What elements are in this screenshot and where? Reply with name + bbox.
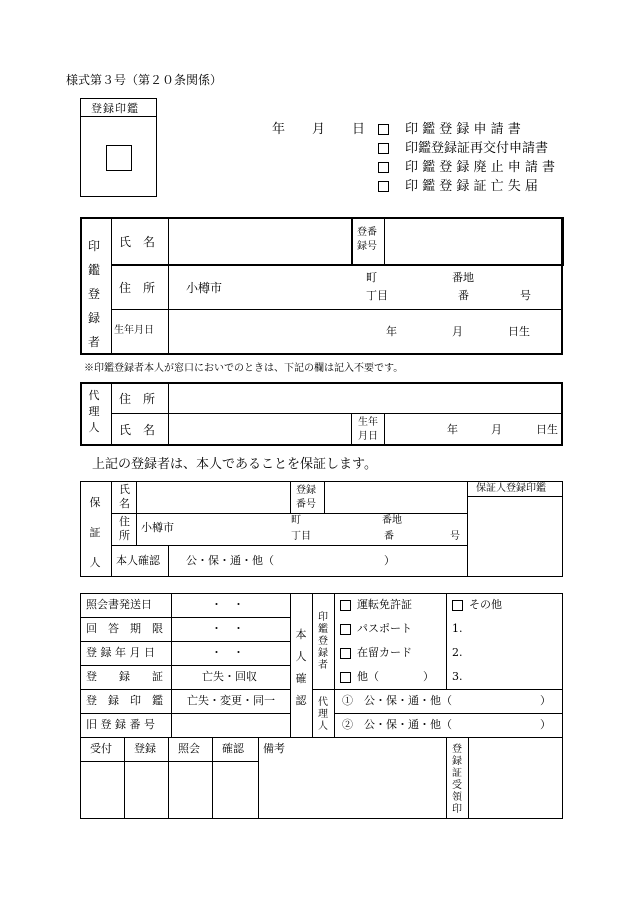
office-row-label: 照会書発送日 — [86, 598, 152, 611]
stamp-cell-registration[interactable] — [126, 763, 166, 817]
office-row-value[interactable]: ・ ・ — [211, 598, 244, 611]
office-row-value[interactable]: ・ ・ — [211, 622, 244, 635]
agent-address-field[interactable] — [170, 384, 560, 412]
guarantor-city: 小樽市 — [141, 521, 174, 534]
remarks-label: 備考 — [263, 742, 285, 755]
registrant-dob-birth: 日生 — [508, 325, 530, 338]
stamp-header-registration: 登録 — [134, 742, 156, 755]
registrant-banchi: 番地 — [452, 271, 474, 284]
guarantor-reg-no-label: 登録 番号 — [296, 485, 316, 510]
agent-name-field[interactable] — [170, 415, 349, 443]
guarantor-banchi: 番地 — [382, 515, 402, 526]
id-doc-other-line[interactable]: 1. — [452, 622, 463, 635]
stamp-cell-reception[interactable] — [82, 763, 122, 817]
guarantor-chome: 丁目 — [291, 531, 311, 542]
registrant-name-field[interactable] — [170, 220, 348, 262]
agent-address-label: 住 所 — [119, 392, 156, 406]
stamp-header-inquiry: 照会 — [178, 742, 200, 755]
agent-dob-month: 月 — [491, 423, 502, 436]
form-type-option[interactable]: 印 鑑 登 録 廃 止 申 請 書 — [378, 161, 555, 174]
agent-side-label: 代 理 人 — [88, 389, 100, 434]
agent-dob-day: 日生 — [536, 423, 558, 436]
registrant-address-field[interactable] — [170, 267, 560, 307]
registrant-dob-field[interactable] — [170, 312, 560, 352]
registrant-name-label: 氏 名 — [119, 235, 156, 249]
notice-text: ※印鑑登録者本人が窓口においでのときは、下記の欄は記入不要です。 — [84, 363, 404, 374]
agent-check-label: 代 理 人 — [318, 697, 328, 732]
stamp-cell-inquiry[interactable] — [170, 763, 210, 817]
office-row-label: 登 録 印 鑑 — [86, 694, 163, 707]
guarantor-name-label: 氏 名 — [119, 483, 130, 510]
id-doc-other-line[interactable]: 3. — [452, 670, 463, 683]
checkbox-icon[interactable] — [378, 181, 389, 192]
guarantor-id-check-label: 本人確認 — [116, 554, 160, 567]
form-type-option[interactable]: 印 鑑 登 録 申 請 書 — [378, 123, 521, 136]
id-doc-option[interactable]: 運転免許証 — [340, 599, 412, 611]
receipt-seal-field[interactable] — [470, 739, 561, 817]
id-doc-other-option[interactable]: その他 — [452, 599, 502, 611]
checkbox-icon[interactable] — [340, 624, 351, 635]
registrant-go: 号 — [520, 289, 531, 302]
guarantor-id-check-options[interactable]: 公・保・通・他（ ） — [186, 554, 395, 567]
registrant-check-label: 印 鑑 登 録 者 — [318, 612, 328, 671]
office-row-label: 回 答 期 限 — [86, 622, 163, 635]
remarks-field[interactable] — [260, 757, 444, 817]
form-type-option[interactable]: 印鑑登録証再交付申請書 — [378, 142, 548, 155]
office-row-label: 旧 登 録 番 号 — [86, 718, 155, 731]
guarantor-reg-no-field[interactable] — [326, 483, 465, 511]
office-row-value[interactable]: 亡失・変更・同一 — [187, 694, 275, 707]
guarantor-seal-label: 保証人登録印鑑 — [476, 483, 546, 494]
registrant-city: 小樽市 — [186, 281, 223, 295]
seal-placeholder — [106, 145, 132, 171]
guarantor-seal-field[interactable] — [469, 498, 561, 575]
receipt-seal-label: 登 録 証 受 領 印 — [452, 744, 462, 815]
agent-dob-label: 生年 月日 — [358, 417, 378, 442]
guarantor-ban: 番 — [384, 531, 394, 542]
form-type-option[interactable]: 印 鑑 登 録 証 亡 失 届 — [378, 180, 538, 193]
guarantor-address-label: 住 所 — [119, 515, 130, 542]
checkbox-icon[interactable] — [378, 143, 389, 154]
checkbox-icon[interactable] — [340, 672, 351, 683]
id-doc-option[interactable]: パスポート — [340, 623, 412, 635]
guarantor-town: 町 — [291, 515, 301, 526]
identity-check-label: 本 人 確 認 — [295, 628, 307, 707]
office-row-value[interactable]: 亡失・回収 — [202, 670, 257, 683]
checkbox-icon[interactable] — [378, 124, 389, 135]
agent-dob-year: 年 — [447, 423, 458, 436]
registrant-address-label: 住 所 — [119, 281, 156, 295]
stamp-cell-confirmation[interactable] — [214, 763, 256, 817]
registrant-reg-no-field[interactable] — [386, 220, 560, 262]
registrant-dob-month: 月 — [452, 325, 463, 338]
old-reg-no-field[interactable] — [173, 715, 288, 735]
guarantee-statement: 上記の登録者は、本人であることを保証します。 — [92, 457, 377, 472]
registrant-town: 町 — [366, 271, 377, 284]
guarantor-go: 号 — [450, 531, 460, 542]
stamp-header-confirmation: 確認 — [222, 742, 244, 755]
registrant-dob-year: 年 — [386, 325, 397, 338]
id-doc-option[interactable]: 他（ ） — [340, 671, 434, 683]
date-month-label: 月 — [312, 122, 326, 137]
agent-id-option[interactable]: ② 公・保・通・他（ ） — [342, 718, 551, 731]
id-doc-other-line[interactable]: 2. — [452, 646, 463, 659]
seal-box-label: 登録印鑑 — [91, 102, 139, 115]
checkbox-icon[interactable] — [378, 162, 389, 173]
checkbox-icon[interactable] — [452, 600, 463, 611]
office-row-value[interactable]: ・ ・ — [211, 646, 244, 659]
date-day-label: 日 — [352, 122, 366, 137]
registrant-dob-label: 生年月日 — [114, 325, 154, 336]
guarantor-side-label: 保 証 人 — [89, 496, 101, 569]
office-row-label: 登 録 証 — [86, 670, 163, 683]
stamp-header-reception: 受付 — [90, 742, 112, 755]
guarantor-name-field[interactable] — [138, 483, 288, 511]
guarantor-address-field[interactable] — [138, 515, 465, 543]
registrant-reg-no-label: 登番 録号 — [357, 227, 377, 252]
registrant-chome: 丁目 — [366, 289, 388, 302]
agent-name-label: 氏 名 — [119, 423, 156, 437]
id-doc-option[interactable]: 在留カード — [340, 647, 412, 659]
registrant-ban: 番 — [458, 289, 469, 302]
office-row-label: 登 録 年 月 日 — [86, 646, 155, 659]
checkbox-icon[interactable] — [340, 600, 351, 611]
form-number: 様式第３号（第２０条関係） — [66, 73, 223, 87]
date-year-label: 年 — [272, 122, 286, 137]
registrant-side-label: 印 鑑 登 録 者 — [87, 239, 100, 349]
agent-id-option[interactable]: ① 公・保・通・他（ ） — [342, 694, 551, 707]
checkbox-icon[interactable] — [340, 648, 351, 659]
